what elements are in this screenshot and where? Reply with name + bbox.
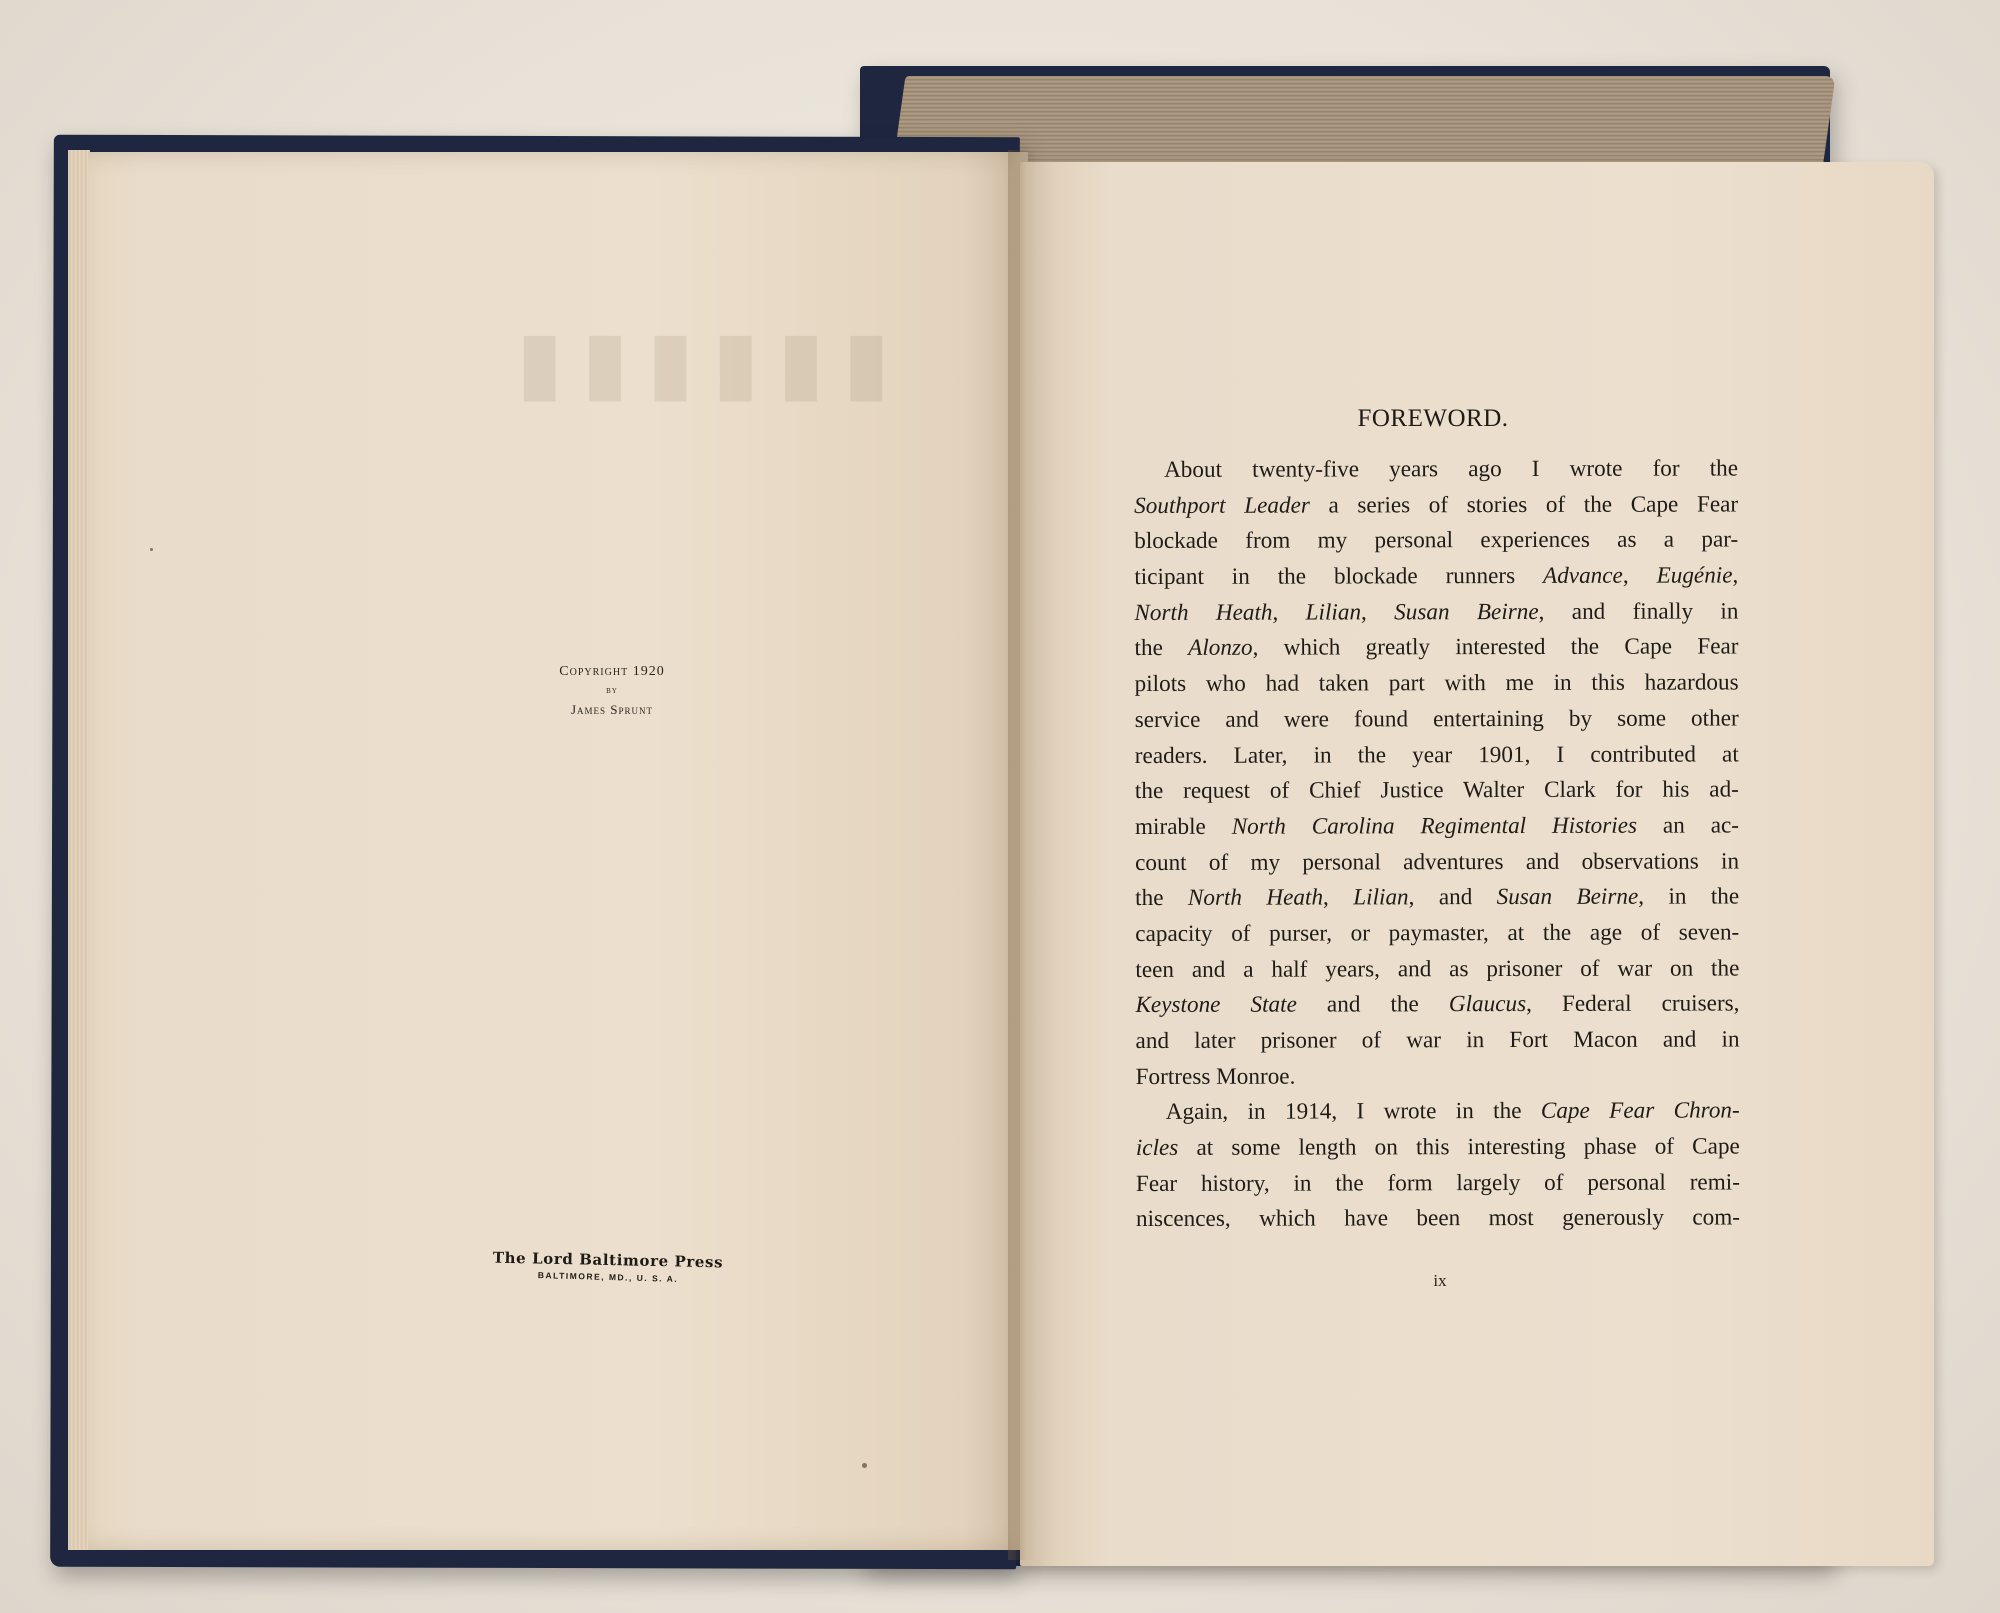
text-line: Fortress Monroe. <box>1135 1063 1296 1090</box>
text-line: Southport Leader a series of stories of the Cape Fear <box>1134 491 1739 519</box>
copyright-by-line: by <box>606 685 618 696</box>
text-line: About twenty-five years ago I wrote for the <box>1164 455 1739 483</box>
paper-speck <box>150 548 153 551</box>
text-line: capacity of purser, or paymaster, at the age of seven- <box>1135 919 1740 947</box>
text-line: ticipant in the blockade runners Advance, Eugénie, <box>1134 562 1739 591</box>
paper-speck <box>862 1463 867 1468</box>
text-line: and later prisoner of war in Fort Macon and in <box>1135 1026 1740 1054</box>
copyright-author-line: James Sprunt <box>570 702 654 717</box>
text-line: the request of Chief Justice Walter Clark for his ad- <box>1134 776 1739 805</box>
text-line: Fear history, in the form largely of personal remi- <box>1135 1169 1740 1197</box>
foreword-title: FOREWORD. <box>1357 405 1509 432</box>
text-line: niscences, which have been most generously com- <box>1135 1204 1741 1233</box>
text-line: teen and a half years, and as prisoner of war on the <box>1135 955 1740 983</box>
page-number: ix <box>1433 1271 1447 1290</box>
text-line: icles at some length on this interesting phase of Cape <box>1135 1133 1740 1162</box>
bleed-through-shadow: ▮▮▮▮▮▮ <box>498 312 890 412</box>
text-line: North Heath, Lilian, Susan Beirne, and finally in <box>1134 598 1739 626</box>
imprint-place: BALTIMORE, MD., U. S. A. <box>537 1270 679 1284</box>
text-line: pilots who had taken part with me in this hazardous <box>1134 669 1739 698</box>
text-line: blockade from my personal experiences as a par- <box>1134 526 1739 555</box>
foreword-body <box>1134 451 1740 1238</box>
text-line: service and were found entertaining by some other <box>1134 705 1739 733</box>
text-line: the North Heath, Lilian, and Susan Beirne, in the <box>1135 883 1740 912</box>
copyright-line: Copyright 1920 <box>559 664 665 679</box>
text-line: Keystone State and the Glaucus, Federal cruisers, <box>1135 990 1740 1019</box>
book-gutter <box>1008 150 1038 1560</box>
text-line: count of my personal adventures and observations in <box>1135 847 1740 876</box>
text-line: the Alonzo, which greatly interested the Cape Fear <box>1134 633 1739 662</box>
text-line: Again, in 1914, I wrote in the Cape Fear Chron- <box>1165 1097 1740 1126</box>
copyright-notice <box>520 662 704 720</box>
imprint-press-name: The Lord Baltimore Press <box>492 1248 724 1272</box>
left-page-stack-edge <box>68 150 90 1550</box>
printer-imprint <box>470 1250 746 1284</box>
text-line: readers. Later, in the year 1901, I contributed at <box>1134 740 1739 769</box>
text-line: mirable North Carolina Regimental Histories an ac- <box>1134 812 1740 840</box>
